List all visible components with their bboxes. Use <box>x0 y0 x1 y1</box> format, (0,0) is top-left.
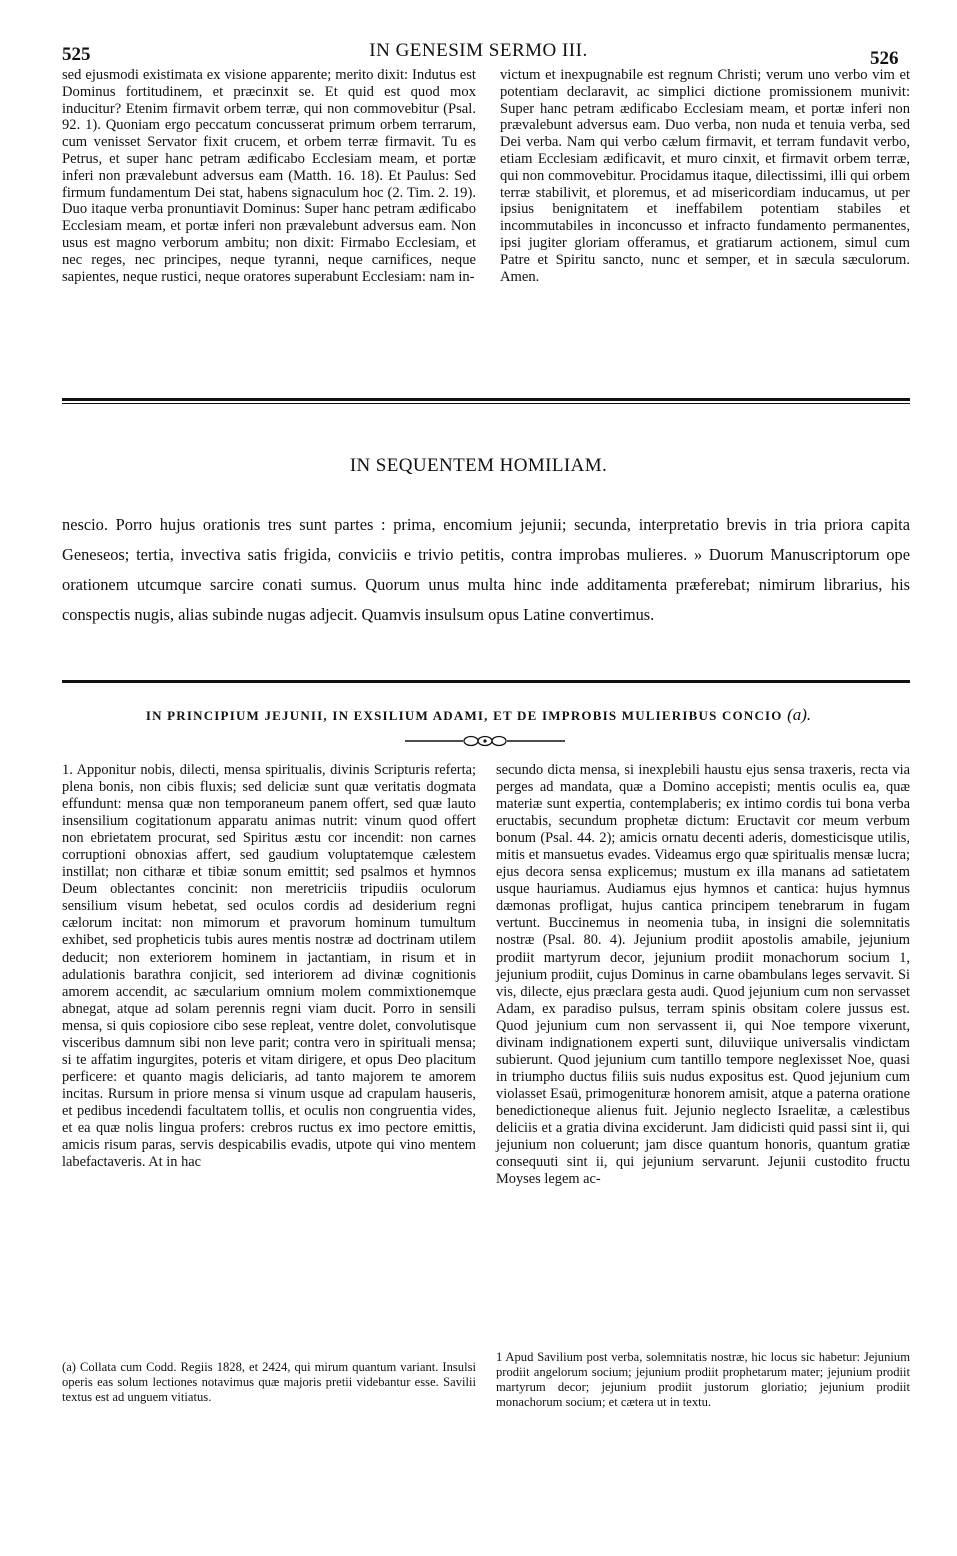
homily-note-mark: (a). <box>787 705 812 724</box>
body-left-column: 1. Apponitur nobis, dilecti, mensa spiritualis, divinis Scripturis referta; plena bonis, non cibis fluxis; sed deliciæ sunt quæ veritatis dogmata effundunt: mensa quæ non temporaneum panem offert, sed quæ lauto insensilium cogitationum apparatu animas nutrit: vinum quod offert non ebrietatem procurat, sed Spiritus æstu cor incendit: non carnes corruptioni obnoxias affert, sed gaudium voluptatemque cælestem instillat; non citharæ et tibiæ sonum emittit; sed psalmos et hymnos Deum oblectantes concinit: non meretriciis tripudiis oculorum sensilium visum hebetat, sed oculos cordis ad desiderium regni cælorum incitat: non mimorum et pravorum hominum tumultum exhibet, sed propheticis tubis aures mentis nostræ ad doctrinam utilem deducit; non exteriorem hominem in jactantiam, in risum et in adulationis barathra conjicit, sed interiorem ad divinæ cognitionis amorem accendit, ac sæcularium omnium molem commixtionemque abnegat, atque ad solam perennis regni viam ducit. Porro in sensili mensa, si quis copiosiore cibo sese repleat, ventre dolet, convolutisque visceribus damnum sibi non leve parit; contra vero in spirituali mensa; si te affatim ingurgites, poteris et vitam dirigere, et opus Deo placitum perficere: et quanto magis deliciaris, ad tanto majorem te amorem incitas. Rursum in priore mensa si vinum usque ad crapulam hauseris, et pedibus incedendi facultatem tollis, et oculis non congruentia vides, et ea quæ nolis lingua profers: crebros ructus ex imo pectore emittis, amicis risum paras, servis despicabilis evadis, utpote qui vino mentem labefactaveris. At in hac <box>62 762 476 1171</box>
page-number-right: 526 <box>870 48 899 69</box>
body-right-column: secundo dicta mensa, si inexplebili haustu ejus sensa traxeris, recta via perges ad mandata, quæ a Domino accepisti; mentis oculis ea, quæ materiæ sunt expertia, contemplaberis; ex intimo cordis tui bona verba eructabis, secundum prophetæ dictum: Eructavit cor meum verbum bonum (Psal. 44. 2); amicis ornatu decenti aderis, domesticisque utilis, mitis et mansuetus evades. Videamus ergo quæ spiritualis mensæ lucra; ejus decora sensa explicemus; mustum ex illa manans ad satietatem usque hauriamus. Audiamus ejus hymnos et cantica: hujus hymnus dæmonas profligat, hujus cantica principem tenebrarum in fugam vertunt. Buccinemus in neomenia tuba, in insigni die solemnitatis nostræ (Psal. 80. 4). Jejunium prodiit apostolis amabile, jejunium prodiit martyrum decor, jejunium prodiit monachorum socium 1, jejunium prodiit, cujus Dominus in carne obambulans leges servavit. Si vis, dilecte, ejus præclara gesta audi. Quod jejunium cum non servasset Adam, ex paradiso pulsus, terram spinis obsitam colere jussus est. Quod jejunium cum non servassent ii, qui Noe tempore vixerunt, divinam indignationem experti sunt, diluviique universalis vindictam subierunt. Quod jejunium cum tantillo tempore neglexisset Noe, quasi in triumpho ductus filiis suis nudus expositus est. Quod jejunium cum violasset Esaü, primogenituræ honorem amisit, atque a paterna oratione benedictioneque alienus fuit. Jejunio neglecto Israelitæ, a cælestibus deliciis et a gratia divina exciderunt. Jam didicisti quid passi sint ii, qui jejunium non coluerunt; jam disce quantum honoris, quantum gratiæ consequuti sint ii, qui jejunium servarunt. Jejunii custodito fructu Moyses legem ac- <box>496 762 910 1188</box>
running-title: IN GENESIM SERMO III. <box>369 40 588 61</box>
section-heading: IN SEQUENTEM HOMILIAM. <box>349 455 608 476</box>
section-rule-thin <box>62 403 910 404</box>
ornament-divider-icon <box>405 734 565 748</box>
section-rule-thick <box>62 398 910 401</box>
page-number-left: 525 <box>62 44 91 65</box>
footnote-right: 1 Apud Savilium post verba, solemnitatis nostræ, hic locus sic habetur: Jejunium prodiit angelorum socium; jejunium prodiit prophetarum mater; jejunium prodiit martyrum decor; jejunium prodiit justorum gloriatio; jejunium prodiit monachorum socium; et cætera ut in textu. <box>496 1350 910 1409</box>
homily-title <box>0 705 957 725</box>
homily-title-text: IN PRINCIPIUM JEJUNII, IN EXSILIUM ADAMI, ET DE IMPROBIS MULIERIBUS CONCIO <box>145 708 783 723</box>
top-left-column: sed ejusmodi existimata ex visione apparente; merito dixit: Indutus est Dominus fortitudinem, et præcinxit se. Et quid est quod mox inducitur? Etenim firmavit orbem terræ, qui non commovebitur (Psal. 92. 1). Quoniam ergo peccatum concusserat primum orbem terrarum, cum venisset Servator fixit crucem, et orbem terræ firmavit. Tu es Petrus, et super hanc petram ædificabo Ecclesiam meam, et portæ inferi non prævalebunt adversus eam (Matth. 16. 18). Et Paulus: Sed firmum fundamentum Dei stat, habens signaculum hoc (2. Tim. 2. 19). Duo itaque verba pronuntiavit Dominus: Super hanc petram ædificabo Ecclesiam meam, et portæ inferi non prævalebunt adversus eam. Non usus est magno verborum ambitu; non dixit: Firmabo Ecclesiam, et nec reges, nec principes, neque tyranni, neque carnifices, neque sapientes, neque rustici, neque oratores superabunt Ecclesiam: nam in- <box>62 67 476 285</box>
introduction-paragraph: nescio. Porro hujus orationis tres sunt partes : prima, encomium jejunii; secunda, interpretatio brevis in tria priora capita Geneseos; tertia, invectiva satis frigida, conviciis e trivio petitis, contra improbas mulieres. » Duorum Manuscriptorum ope orationem utcumque sarcire conati sumus. Quorum unus multa hinc inde additamenta præferebat; nimirum librarius, his conspectis nugis, alias subinde nugas adjecit. Quamvis insulsum opus Latine convertimus. <box>62 515 910 624</box>
footnote-left: (a) Collata cum Codd. Regiis 1828, et 2424, qui mirum quantum variant. Insulsi operis eas solum lectiones notavimus quæ majoris pretii videbantur esse. Savilii textus est ad unguem vitiatus. <box>62 1360 476 1404</box>
title-rule <box>62 680 910 683</box>
top-right-column: victum et inexpugnabile est regnum Christi; verum uno verbo vim et potentiam declaravit, ac simplici dictione promissionem munivit: Super hanc petram ædificabo Ecclesiam meam, et portæ inferi non prævalebunt adversus eam. Duo verba, non nuda et tenuia verba, sed Dei verba. Nam qui verbo cælum firmavit, et terram fundavit verbo, etiam Ecclesiam ædificavit, et muro cinxit, et firmavit orbem terræ, qui non commovebitur. Procidamus itaque, dilectissimi, illi qui orbem terræ stabilivit, et ploremus, et ad misericordiam inducamus, ut per ipsius benignitatem et ineffabilem potentiam stabiles et incommutabiles in inconcusso et infracto fundamento permanentes, ipsi jugiter gloriam offeramus, et gratiarum actionem, simul cum Patre et Spiritu sancto, nunc et semper, et in sæcula sæculorum. Amen. <box>500 67 910 285</box>
